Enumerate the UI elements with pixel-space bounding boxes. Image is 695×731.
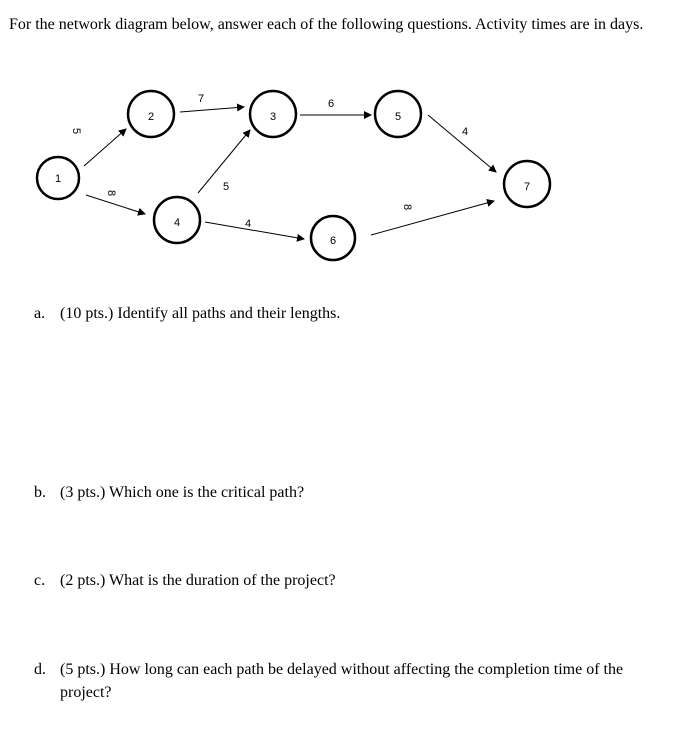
question-b: [34, 481, 654, 504]
duration-1-4: 8: [105, 190, 117, 197]
question-b-text: (3 pts.) Which one is the critical path?: [60, 484, 305, 501]
instructions-text: For the network diagram below, answer each of the following questions. Activity times are in days.: [9, 16, 644, 33]
node-5: [375, 91, 421, 137]
node-4-label: 4: [173, 217, 181, 229]
node-5-label: 5: [394, 111, 402, 123]
node-6-label: 6: [329, 235, 337, 247]
question-d-text: (5 pts.) How long can each path be delayed without affecting the completion time of the project?: [60, 661, 624, 701]
node-4: [154, 197, 200, 243]
question-c: [34, 569, 654, 592]
network-diagram: [0, 0, 695, 300]
duration-1-2: 5: [70, 128, 82, 135]
node-3-label: 3: [269, 111, 277, 123]
arrow-4-6: [205, 222, 304, 239]
node-3: [250, 91, 296, 137]
duration-3-5: 6: [328, 98, 335, 110]
node-2-label: 2: [147, 111, 155, 123]
duration-4-3: 5: [223, 181, 230, 193]
node-7-label: 7: [523, 181, 531, 193]
arrow-1-4: [86, 195, 145, 214]
question-a-letter: a.: [34, 305, 46, 322]
duration-2-3: 7: [198, 93, 205, 105]
arrow-6-7: [371, 201, 494, 235]
question-a: [34, 302, 654, 325]
question-d-letter: d.: [34, 661, 46, 678]
arrow-1-2: [84, 129, 126, 166]
question-c-letter: c.: [34, 572, 46, 589]
arrow-2-3: [180, 107, 244, 112]
question-c-text: (2 pts.) What is the duration of the project?: [60, 572, 336, 589]
question-a-text: (10 pts.) Identify all paths and their lengths.: [60, 305, 341, 322]
question-d: [34, 658, 654, 704]
arrow-5-7: [428, 115, 496, 172]
duration-6-7: 8: [401, 204, 413, 211]
question-b-letter: b.: [34, 484, 46, 501]
duration-5-7: 4: [462, 126, 469, 138]
node-1-label: 1: [54, 173, 62, 185]
node-6: [311, 216, 355, 260]
duration-4-6: 4: [245, 218, 252, 230]
node-1: [37, 157, 79, 199]
node-2: [128, 91, 174, 137]
node-7: [504, 161, 550, 207]
